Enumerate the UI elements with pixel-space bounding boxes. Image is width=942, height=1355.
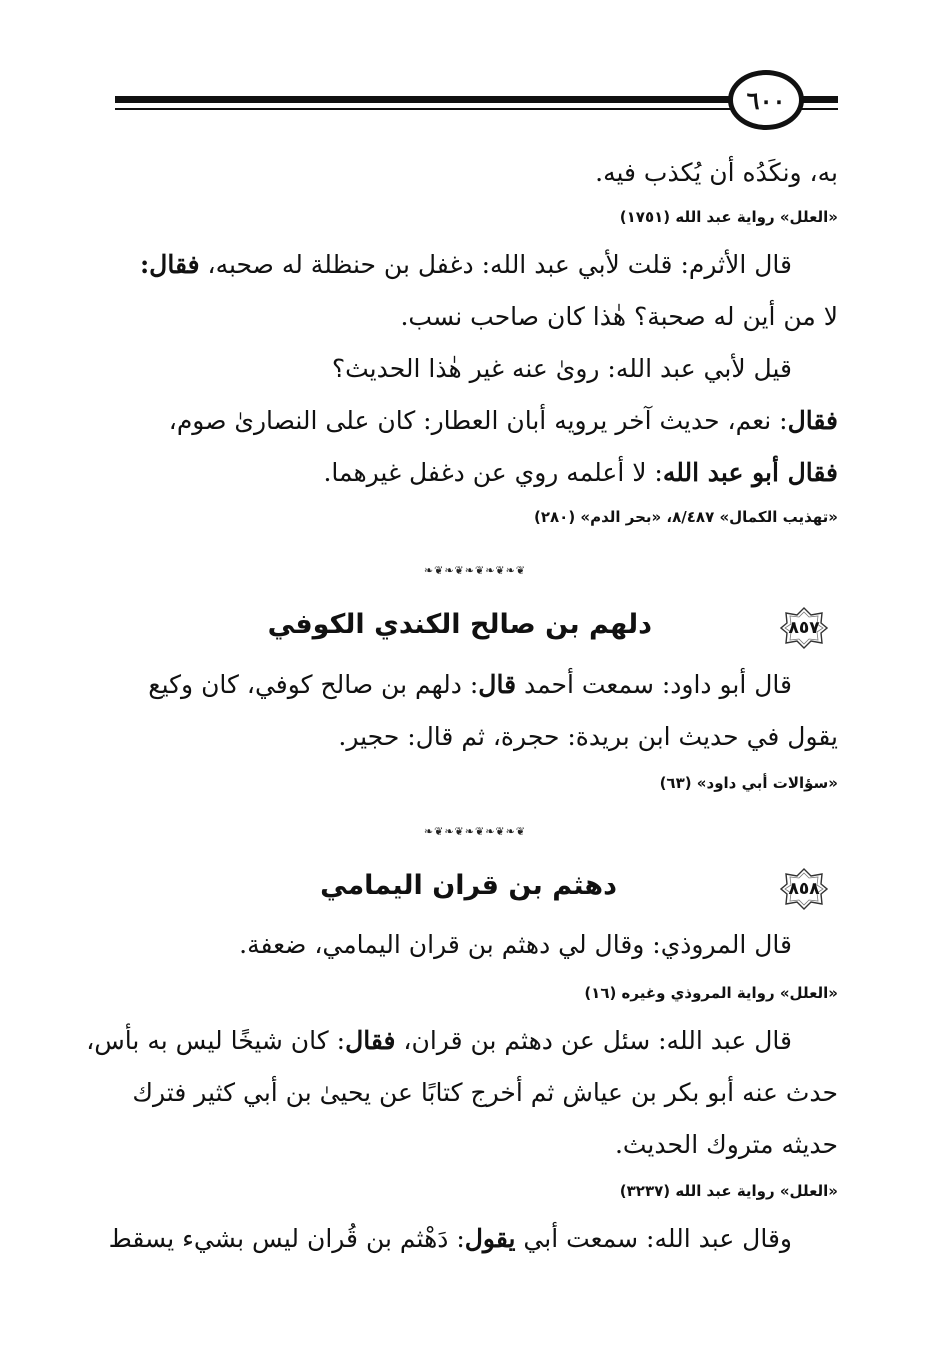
text-span: : دَهْثم بن قُران ليس بشيء يسقط <box>108 1224 465 1253</box>
bold-word: فقال <box>345 1026 396 1055</box>
text-span: : نعم، حديث آخر يرويه أبان العطار: كان على النصارىٰ صوم، <box>168 406 788 435</box>
bold-word: فقال أبو عبد الله <box>662 458 838 487</box>
text-span: وقال عبد الله: سمعت أبي <box>515 1224 792 1253</box>
bold-word: يقول <box>464 1224 516 1253</box>
text-span: : دلهم بن صالح كوفي، كان وكيع <box>148 670 479 699</box>
header-rule-right-thin <box>800 108 838 110</box>
text-line: حديثه متروك الحديث. <box>614 1130 838 1159</box>
text-line: قال المروذي: وقال لي دهثم بن قران اليمامي، ضعفة. <box>239 930 792 959</box>
text-line <box>148 670 792 700</box>
text-line <box>109 1224 792 1254</box>
text-span: قال عبد الله: سئل عن دهثم بن قران، <box>395 1026 792 1055</box>
text-line: قيل لأبي عبد الله: رویٰ عنه غير هٰذا الحديث؟ <box>331 354 792 383</box>
header-rule <box>115 96 733 103</box>
section-number-badge <box>780 868 828 910</box>
source-reference: «العلل» رواية المروذي وغيره (١٦) <box>584 984 838 1002</box>
text-span: : كان شيخًا ليس به بأس، <box>86 1026 346 1055</box>
bold-word: قال <box>478 670 517 699</box>
text-line: لا من أين له صحبة؟ هٰذا كان صاحب نسب. <box>400 302 838 331</box>
header-rule-right <box>800 96 838 103</box>
section-title: دلهم بن صالح الكندي الكوفي <box>267 609 652 640</box>
text-line: به، ونكَدُه أن يُكذب فيه. <box>595 158 838 187</box>
source-reference: «سؤالات أبي داود» (٦٣) <box>659 774 838 792</box>
header-rule-thin <box>115 108 733 110</box>
text-span: قال الأثرم: قلت لأبي عبد الله: دغفل بن حنظلة له صحبه، <box>199 250 792 279</box>
section-number-badge <box>780 607 828 649</box>
bold-word: فقال <box>787 406 838 435</box>
section-title: دهثم بن قران اليمامي <box>320 870 617 901</box>
section-number: ٨٥٧ <box>788 618 820 638</box>
source-reference: «العلل» رواية عبد الله (١٧٥١) <box>619 208 838 226</box>
text-line <box>323 458 838 488</box>
text-span: : لا أعلمه روي عن دغفل غيرهما. <box>323 458 663 487</box>
text-line <box>140 250 792 280</box>
text-span: قال أبو داود: سمعت أحمد <box>516 670 792 699</box>
source-reference: «العلل» رواية عبد الله (٣٢٣٧) <box>619 1182 838 1200</box>
text-line: حدث عنه أبو بكر بن عياش ثم أخرج كتابًا عن يحيىٰ بن أبي كثير فترك <box>132 1078 838 1107</box>
ornament-separator: ❧❦❧❦❧❦❧❦❧❦ <box>423 825 527 838</box>
text-line <box>169 406 838 436</box>
section-number: ٨٥٨ <box>788 879 820 899</box>
text-line <box>86 1026 792 1056</box>
ornament-separator: ❧❦❧❦❧❦❧❦❧❦ <box>423 564 527 577</box>
page-number: ٦٠٠ <box>728 70 804 130</box>
text-line: يقول في حديث ابن بريدة: حجرة، ثم قال: حجير. <box>338 722 838 751</box>
bold-word: فقال: <box>139 250 200 279</box>
source-reference: «تهذيب الكمال» ٨/٤٨٧، «بحر الدم» (٢٨٠) <box>534 508 838 526</box>
